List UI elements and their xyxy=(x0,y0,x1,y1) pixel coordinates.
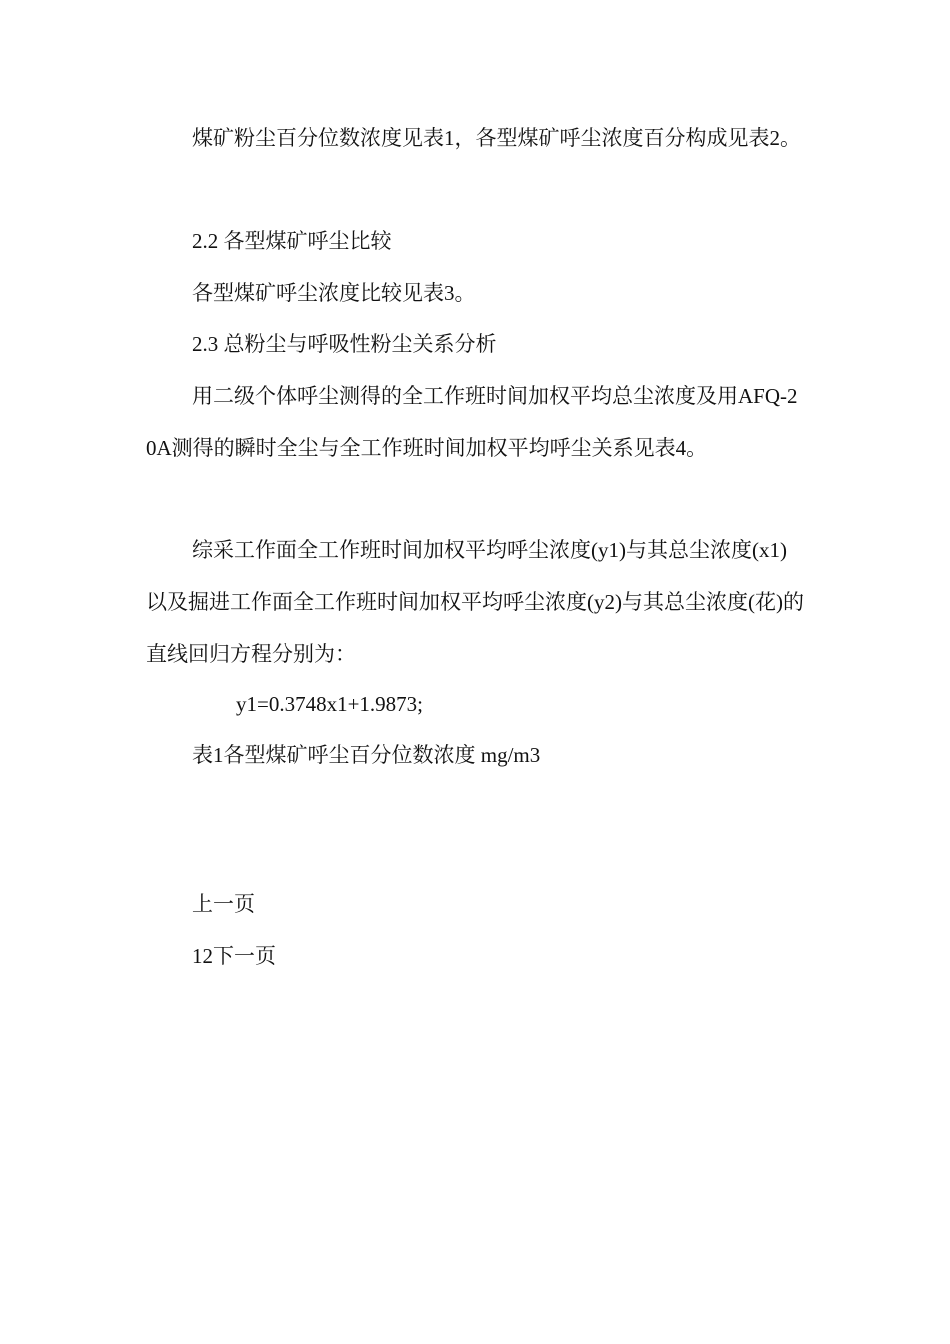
section-heading-2-2: 2.2 各型煤矿呼尘比较 xyxy=(192,229,392,253)
section-heading-2-3: 2.3 总粉尘与呼吸性粉尘关系分析 xyxy=(192,332,497,356)
table-caption: 表1各型煤矿呼尘百分位数浓度 mg/m3 xyxy=(192,743,541,767)
next-page-link[interactable]: 12下一页 xyxy=(192,944,276,968)
paragraph-regression-description: 综采工作面全工作班时间加权平均呼尘浓度(y1)与其总尘浓度(x1)以及掘进工作面全工作班时间加权平均呼尘浓度(y2)与其总尘浓度(花)的直线回归方程分别为： xyxy=(146,538,804,666)
paragraph-table4-reference: 用二级个体呼尘测得的全工作班时间加权平均总尘浓度及用AFQ-20A测得的瞬时全尘与全工作班时间加权平均呼尘关系见表4。 xyxy=(146,384,798,460)
regression-formula: y1=0.3748x1+1.9873; xyxy=(236,692,424,716)
paragraph-table3-reference: 各型煤矿呼尘浓度比较见表3。 xyxy=(192,281,476,305)
previous-page-link[interactable]: 上一页 xyxy=(192,892,255,916)
paragraph-table1-2-reference: 煤矿粉尘百分位数浓度见表1，各型煤矿呼尘浓度百分构成见表2。 xyxy=(192,126,801,150)
